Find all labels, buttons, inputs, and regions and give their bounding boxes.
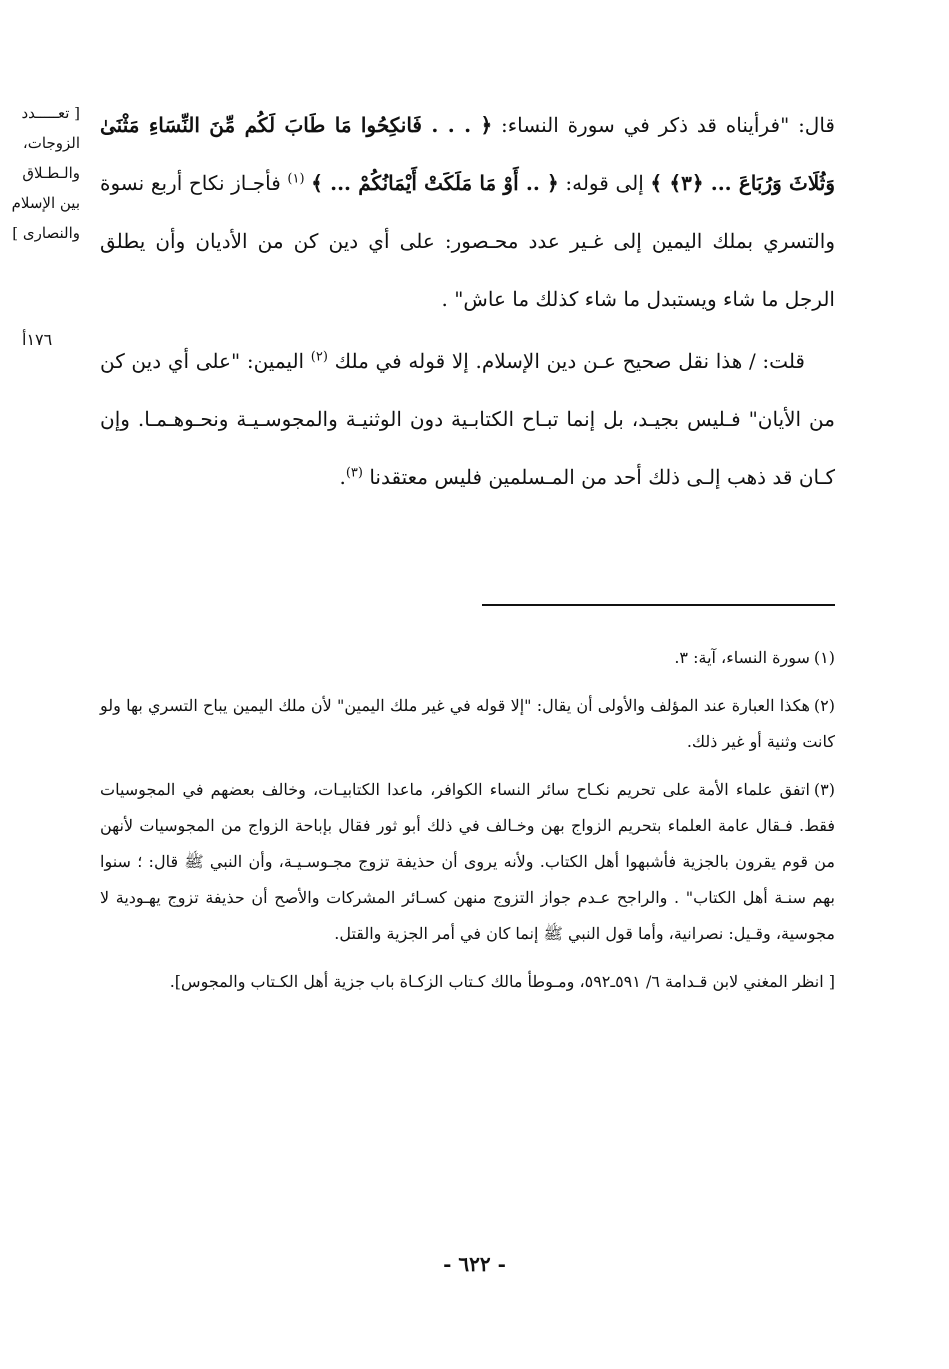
paragraph-text: .: [339, 465, 346, 489]
footnote: [100, 772, 835, 952]
footnote-separator: [482, 604, 835, 606]
margin-note-line: [ تعـــــدد: [21, 104, 80, 122]
paragraph-text: قلت: / هذا نقل صحيح عـن دين الإسلام. إلا قوله في ملك: [334, 349, 805, 373]
quran-verse: ﴿ . . . فَانكِحُوا مَا طَابَ لَكُم مِّنَ النِّسَاءِ مَثْنَىٰ وَثُلَاثَ وَرُبَاعَ ... ﴿٣﴾ ﴾: [100, 113, 835, 195]
footnotes-section: [100, 640, 835, 1012]
margin-note-line: الزوجات،: [22, 134, 80, 152]
paragraph-text: إلى قوله:: [558, 171, 651, 195]
margin-note-line: والـطـلاق: [22, 164, 80, 182]
footnote-marker: (١): [287, 171, 305, 187]
footnote-marker: (٣): [345, 465, 363, 481]
footnote-number: (٢): [813, 696, 835, 715]
footnote: [100, 688, 835, 760]
margin-topic-note: [0, 98, 80, 248]
body-paragraph-commentary: [100, 332, 835, 506]
paragraph-text: فأجـاز نكاح أربع نسوة والتسري بملك اليمين إلى غـير عدد محـصور: على أي دين كن من الأديان وأن يطلق الرجل ما شاء ويستبدل ما شاء كذلك ما عاش" .: [100, 171, 835, 311]
footnote-marker: (٢): [310, 349, 328, 365]
quran-verse: ﴿ .. أَوْ مَا مَلَكَتْ أَيْمَانُكُمْ ... ﴾: [311, 171, 559, 195]
footnote-reference: [100, 964, 835, 1000]
footnote-text: اتفق علماء الأمة على تحريم نكـاح سائر النساء الكوافر، ماعدا الكتابيـات، وخالف بعضهم في المجوسيات فقط. فـقال عامة العلماء بتحريم الزواج بهن وخـالف في ذلك أبو ثور فقال بإباحة الزواج من المجوسيات لأنهن من قوم يقرون بالجزية فأشبهوا أهل الكتاب. ولأنه يروى أن حذيفة تزوج مجـوسـيـة، وأن النبي ﷺ قال: ؛ سنوا بهم سنـة أهل الكتاب" . والراجح عـدم جواز التزوج منهن كسـائر المشركات والأصح أن حذيفة تزوج يهـودية لا مجوسية، وقـيل: نصرانية، وأما قول النبي ﷺ إنما كان في أمر الجزية والقتل.: [100, 780, 835, 943]
paragraph-text: اليمين: "على أي دين كن من الأيان" فـليس بجيـد، بل إنما تبـاح الكتابـية دون الوثنيـة والمجوسـيـة ونحـوهـمـا. وإن كـان قد ذهب إلـى ذلك أحد من المـسلمين فليس معتقدنا: [100, 349, 835, 489]
body-paragraph-quote: [100, 96, 835, 328]
footnote-number: (٣): [813, 780, 835, 799]
margin-note-line: والنصارى ]: [12, 224, 80, 242]
reference-text: [ انظر المغني لابن قـدامة ٦/ ٥٩١ـ٥٩٢، ومـوطأ مالك كـتاب الزكـاة باب جزية أهل الكـتاب والمجوس].: [169, 972, 835, 991]
paragraph-intro: قال: "فرأيناه قد ذكر في سورة النساء:: [492, 113, 835, 137]
footnote-number: (١): [813, 648, 835, 667]
manuscript-folio-marker: ١٧٦أ: [22, 330, 53, 349]
footnote-text: سورة النساء، آية: ٣.: [674, 648, 810, 667]
footnote-text: هكذا العبارة عند المؤلف والأولى أن يقال: "إلا قوله في غير ملك اليمين" لأن ملك اليمين يباح التسري بها ولو كانت وثنية أو غير ذلك.: [100, 696, 835, 751]
footnote: [100, 640, 835, 676]
page-number: - ٦٢٢ -: [443, 1252, 506, 1276]
margin-note-line: بين الإسلام: [11, 194, 80, 212]
